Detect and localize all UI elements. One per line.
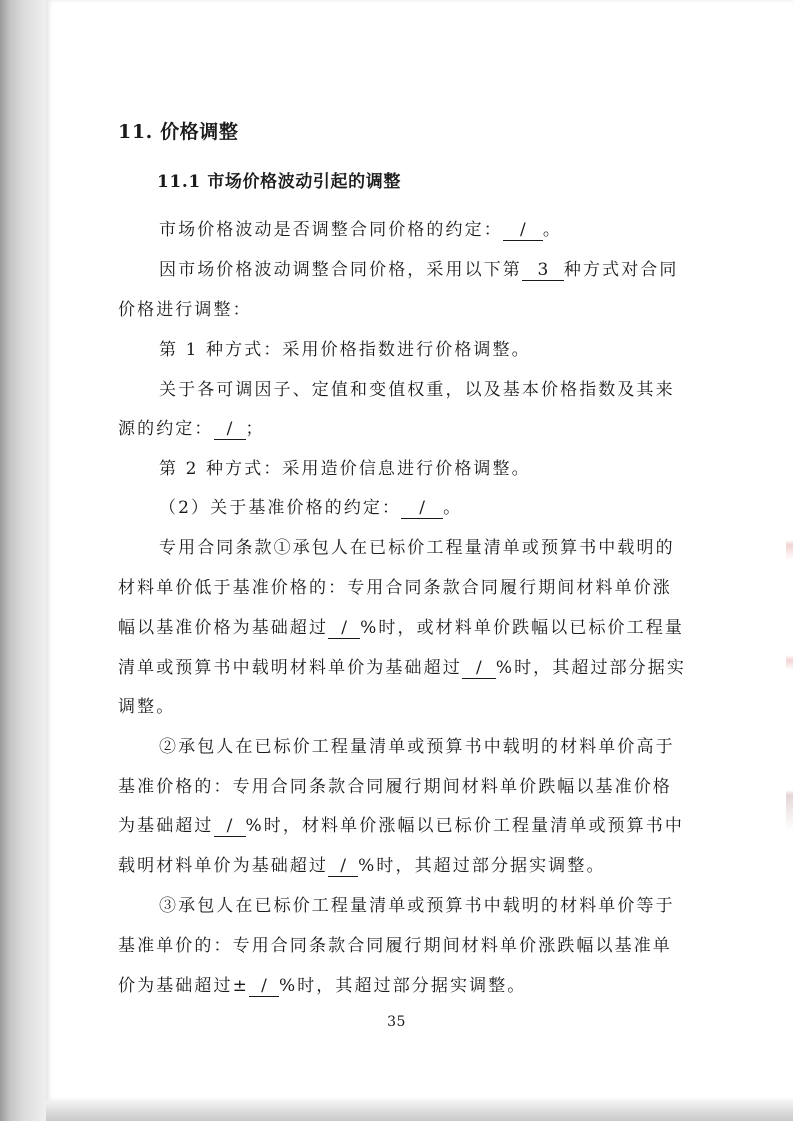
paragraph-clause-2-line2: 基准价格的：专用合同条款合同履行期间材料单价跌幅以基准价格 xyxy=(118,777,672,797)
paragraph-adjustment-agreement xyxy=(159,219,562,241)
paragraph-clause-1-line3 xyxy=(118,617,684,639)
paragraph-weights: 关于各可调因子、定值和变值权重，以及基本价格指数及其来 xyxy=(159,380,675,400)
blank-fill: 3 xyxy=(522,261,564,281)
text-segment: 因市场价格波动调整合同价格，采用以下第 xyxy=(159,260,522,280)
text-segment: %时，或材料单价跌幅以已标价工程量 xyxy=(360,618,684,638)
text-segment: 幅以基准价格为基础超过 xyxy=(118,618,329,638)
text-segment: %时，其超过部分据实调整。 xyxy=(278,976,527,996)
page-number: 35 xyxy=(387,1014,406,1030)
blank-fill: / xyxy=(328,857,358,877)
text-segment: 载明材料单价为基础超过 xyxy=(118,856,329,876)
text-segment: 。 xyxy=(542,220,562,240)
text-segment: 种方式对合同 xyxy=(563,260,679,280)
scan-edge-marks xyxy=(786,0,793,1101)
blank-fill: / xyxy=(462,659,496,679)
blank-fill: / xyxy=(214,817,246,837)
text-segment: %时，其超过部分据实 xyxy=(495,658,686,678)
blank-fill: / xyxy=(503,221,543,241)
blank-fill: / xyxy=(328,619,360,639)
paragraph-clause-3: ③承包人在已标价工程量清单或预算书中载明的材料单价等于 xyxy=(159,896,675,916)
blank-fill: / xyxy=(401,499,443,519)
text-segment: 清单或预算书中载明材料单价为基础超过 xyxy=(118,658,462,678)
scan-binding-shadow xyxy=(0,0,46,1121)
paragraph-method-2: 第 2 种方式：采用造价信息进行价格调整。 xyxy=(159,459,531,479)
paragraph-clause-1-line2: 材料单价低于基准价格的：专用合同条款合同履行期间材料单价涨 xyxy=(118,578,672,598)
paragraph-clause-2-line3 xyxy=(118,815,684,837)
text-segment: 市场价格波动是否调整合同价格的约定： xyxy=(159,220,503,240)
text-segment: %时，材料单价涨幅以已标价工程量清单或预算书中 xyxy=(245,816,684,836)
subsection-heading: 11.1 市场价格波动引起的调整 xyxy=(157,172,401,192)
text-segment: ； xyxy=(245,419,265,439)
paragraph-clause-2: ②承包人在已标价工程量清单或预算书中载明的材料单价高于 xyxy=(159,737,675,757)
text-segment: 。 xyxy=(443,498,463,518)
text-segment: （2）关于基准价格的约定： xyxy=(159,498,402,518)
text-segment: 价为基础超过± xyxy=(118,976,249,996)
text-segment: 为基础超过 xyxy=(118,816,214,836)
paragraph-method-choice xyxy=(159,259,679,281)
paragraph-method-1: 第 1 种方式：采用价格指数进行价格调整。 xyxy=(159,340,531,360)
paragraph-method-choice-cont: 价格进行调整： xyxy=(118,300,252,320)
paragraph-clause-3-line3 xyxy=(118,975,526,997)
text-segment: 源的约定： xyxy=(118,419,214,439)
blank-fill: / xyxy=(249,977,279,997)
paragraph-clause-3-line2: 基准单价的：专用合同条款合同履行期间材料单价涨跌幅以基准单 xyxy=(118,936,672,956)
paragraph-clause-2-line4 xyxy=(118,855,606,877)
scan-bottom-edge xyxy=(46,1101,793,1121)
paragraph-base-price xyxy=(159,497,462,519)
paragraph-clause-1-line5: 调整。 xyxy=(118,697,176,717)
section-heading: 11. 价格调整 xyxy=(118,121,239,143)
paragraph-weights-cont xyxy=(118,418,265,440)
blank-fill: / xyxy=(214,420,246,440)
text-segment: %时，其超过部分据实调整。 xyxy=(358,856,606,876)
paragraph-clause-1-line4 xyxy=(118,657,686,679)
paragraph-clause-1: 专用合同条款①承包人在已标价工程量清单或预算书中载明的 xyxy=(159,538,675,558)
